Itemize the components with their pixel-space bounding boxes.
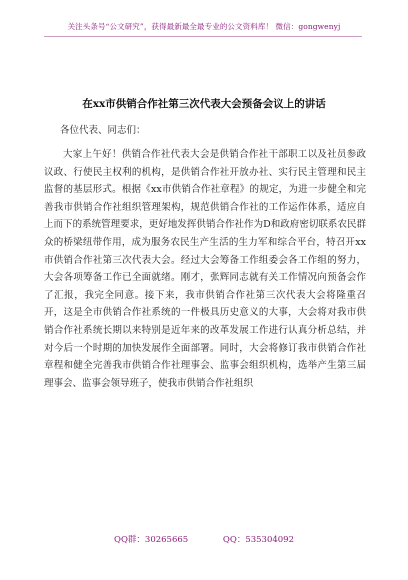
footer-qq-group: QQ群：30265665 — [113, 535, 189, 545]
footer-contact — [0, 533, 408, 545]
footer-qq-number: QQ：535304092 — [222, 535, 294, 545]
body-paragraph: 大家上午好！供销合作社代表大会是供销合作社干部职工以及社员参政议政、行使民主权利的机构，是供销合作社开放办社、实行民主管理和民主监督的基层形式。根据《xx市供销合作社章程》的规定，为进一步健全和完善我市供销合作社组织管理架构，规范供销合作社的工作运作体系，适应自上而下的系统管理要求，更好地发挥供销合作社作为D和政府密切联系农民群众的桥梁纽带作用，成为服务农民生产生活的生力军和综合平台，特召开xx市供销合作社第三次代表大会。经过大会筹备工作组委会各工作组的努力，大会各项筹备工作已全面就绪。刚才，张辉同志就有关工作情况向预备会作了汇报，我完全同意。接下来，我市供销合作社第三次代表大会将隆重召开，这是全市供销合作社系统的一件极具历史意义的大事，大会将对我市供销合作社系统长期以来特别是近年来的改革发展工作进行认真分析总结，并对今后一个时期的加快发展作全面部署。同时，大会将修订我市供销合作社章程和健全完善我市供销合作社理事会、监事会组织机构，选举产生第三届理事会、监事会领导班子，使我市供销合作社组织 — [44, 149, 366, 389]
salutation: 各位代表、同志们： — [60, 125, 146, 136]
document-title: 在xx市供销合作社第三次代表大会预备会议上的讲话 — [82, 98, 326, 110]
header-banner: 关注头条号“公文研究”，获得最新最全最专业的公文资料库！ 微信：gongwenyj — [67, 22, 341, 31]
header-divider — [44, 36, 362, 37]
